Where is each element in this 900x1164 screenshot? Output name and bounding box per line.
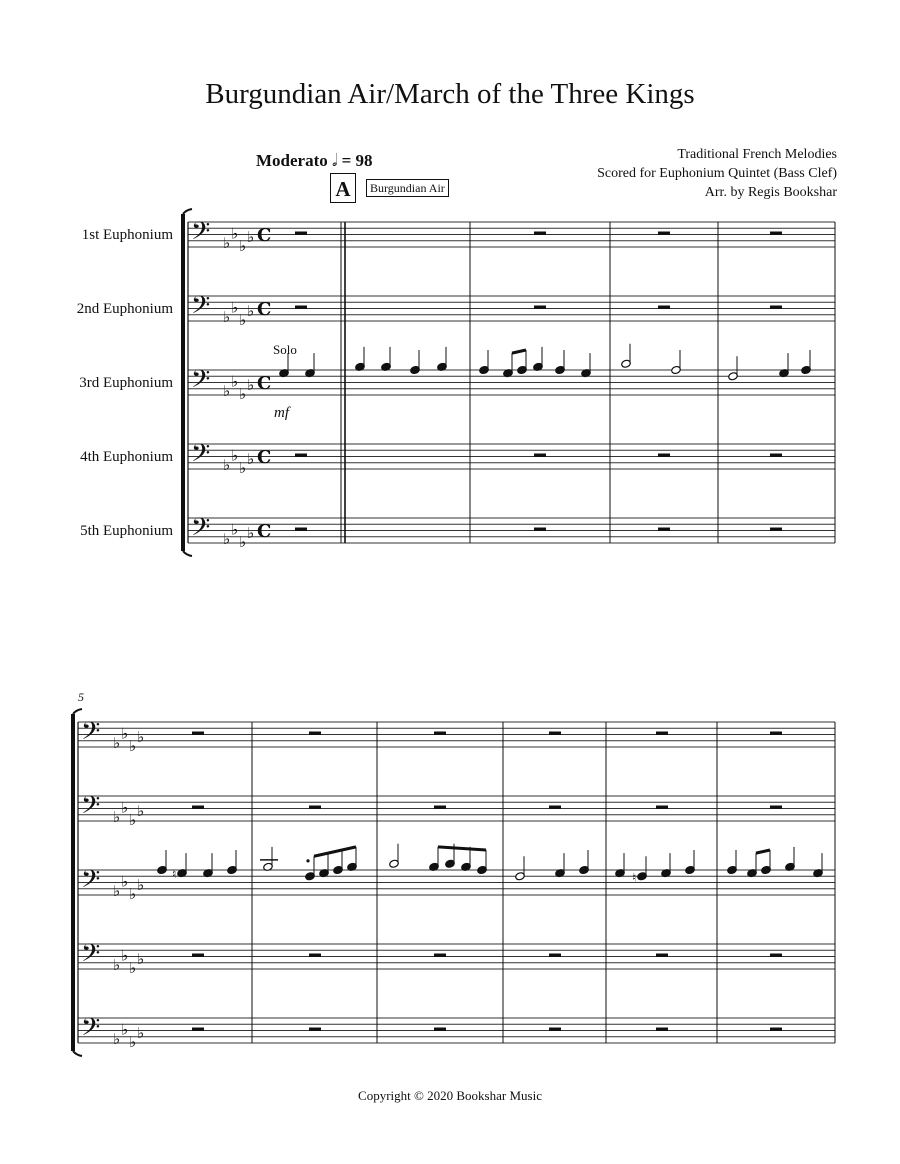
- half-rest: [434, 732, 446, 736]
- flat-sign: ♭: [121, 724, 129, 743]
- bass-clef: 𝄢: [191, 217, 211, 252]
- half-rest: [656, 1028, 668, 1032]
- flat-sign: ♭: [129, 811, 137, 830]
- half-rest: [434, 1028, 446, 1032]
- flat-sign: ♭: [113, 956, 121, 974]
- half-rest: [549, 954, 561, 958]
- half-rest: [295, 528, 307, 532]
- instrument-label-2: 2nd Euphonium: [76, 301, 173, 317]
- half-rest: [770, 732, 782, 736]
- half-rest: [770, 806, 782, 810]
- flat-sign: ♭: [137, 949, 145, 968]
- flat-sign: ♭: [113, 808, 121, 826]
- bass-clef: 𝄢: [81, 791, 101, 826]
- tempo-text: Moderato: [256, 151, 328, 170]
- half-rest: [656, 954, 668, 958]
- flat-sign: ♭: [223, 530, 231, 548]
- half-rest: [309, 1028, 321, 1032]
- note-beam: [314, 847, 356, 856]
- half-rest: [534, 232, 546, 236]
- copyright-notice: Copyright © 2020 Bookshar Music: [358, 1088, 542, 1103]
- bracket-hook: [73, 709, 82, 714]
- half-rest: [192, 1028, 204, 1032]
- bass-clef: 𝄢: [191, 365, 211, 400]
- flat-sign: ♭: [129, 737, 137, 756]
- common-time: C: [257, 299, 272, 320]
- half-rest: [534, 306, 546, 310]
- instrument-label-5: 5th Euphonium: [80, 523, 173, 539]
- flat-sign: ♭: [247, 301, 255, 320]
- instrument-label-4: 4th Euphonium: [80, 449, 173, 465]
- flat-sign: ♭: [231, 520, 239, 539]
- flat-sign: ♭: [231, 224, 239, 243]
- half-rest: [192, 732, 204, 736]
- measure-number: 5: [78, 690, 84, 704]
- half-rest: [770, 232, 782, 236]
- bass-clef: 𝄢: [81, 939, 101, 974]
- half-rest: [658, 306, 670, 310]
- flat-sign: ♭: [113, 734, 121, 752]
- flat-sign: ♭: [239, 533, 247, 552]
- flat-sign: ♭: [121, 872, 129, 891]
- half-rest: [192, 806, 204, 810]
- flat-sign: ♭: [129, 959, 137, 978]
- flat-sign: ♭: [231, 446, 239, 465]
- half-rest: [656, 732, 668, 736]
- flat-sign: ♭: [113, 1030, 121, 1048]
- natural-sign: ♮: [172, 867, 177, 882]
- staccato-dot: [306, 859, 309, 862]
- half-rest: [192, 954, 204, 958]
- flat-sign: ♭: [239, 459, 247, 478]
- section-label: Burgundian Air: [366, 179, 449, 197]
- bass-clef: 𝄢: [81, 717, 101, 752]
- bracket-hook: [183, 209, 192, 214]
- flat-sign: ♭: [129, 1033, 137, 1052]
- flat-sign: ♭: [223, 456, 231, 474]
- flat-sign: ♭: [137, 875, 145, 894]
- half-rest: [549, 1028, 561, 1032]
- half-rest: [770, 454, 782, 458]
- note-beam: [512, 350, 526, 353]
- rehearsal-mark: A: [330, 173, 356, 203]
- flat-sign: ♭: [247, 449, 255, 468]
- score-title: Burgundian Air/March of the Three Kings: [205, 78, 695, 110]
- flat-sign: ♭: [231, 298, 239, 317]
- flat-sign: ♭: [239, 385, 247, 404]
- instrument-label-1: 1st Euphonium: [81, 227, 173, 243]
- half-rest: [658, 528, 670, 532]
- half-rest: [656, 806, 668, 810]
- solo-marking: Solo: [273, 342, 297, 357]
- flat-sign: ♭: [223, 382, 231, 400]
- credits-line-1: Traditional French Melodies: [677, 147, 837, 162]
- flat-sign: ♭: [247, 523, 255, 542]
- flat-sign: ♭: [137, 1023, 145, 1042]
- flat-sign: ♭: [247, 375, 255, 394]
- half-rest: [295, 232, 307, 236]
- flat-sign: ♭: [223, 234, 231, 252]
- bass-clef: 𝄢: [191, 291, 211, 326]
- half-rest: [534, 454, 546, 458]
- flat-sign: ♭: [121, 946, 129, 965]
- flat-sign: ♭: [247, 227, 255, 246]
- credits-line-3: Arr. by Regis Bookshar: [704, 185, 837, 200]
- bracket-hook: [183, 551, 192, 556]
- flat-sign: ♭: [137, 801, 145, 820]
- bass-clef: 𝄢: [191, 439, 211, 474]
- common-time: C: [257, 447, 272, 468]
- flat-sign: ♭: [113, 882, 121, 900]
- half-rest: [770, 1028, 782, 1032]
- instrument-label-3: 3rd Euphonium: [79, 375, 173, 391]
- common-time: C: [257, 373, 272, 394]
- half-rest: [434, 954, 446, 958]
- bass-clef: 𝄢: [81, 865, 101, 900]
- bass-clef: 𝄢: [191, 513, 211, 548]
- half-rest: [549, 732, 561, 736]
- half-rest: [770, 306, 782, 310]
- tempo-value: = 98: [341, 151, 373, 170]
- half-rest: [434, 806, 446, 810]
- note-beam: [438, 847, 486, 850]
- half-rest: [295, 306, 307, 310]
- half-rest: [770, 528, 782, 532]
- common-time: C: [257, 225, 272, 246]
- flat-sign: ♭: [121, 798, 129, 817]
- natural-sign: ♮: [632, 870, 637, 885]
- half-rest: [309, 732, 321, 736]
- common-time: C: [257, 521, 272, 542]
- bass-clef: 𝄢: [81, 1013, 101, 1048]
- flat-sign: ♭: [231, 372, 239, 391]
- flat-sign: ♭: [121, 1020, 129, 1039]
- half-rest: [549, 806, 561, 810]
- half-rest: [658, 232, 670, 236]
- note-beam: [756, 850, 770, 853]
- half-rest: [309, 954, 321, 958]
- flat-sign: ♭: [129, 885, 137, 904]
- half-note-icon: 𝅗𝅥: [332, 151, 338, 170]
- flat-sign: ♭: [137, 727, 145, 746]
- half-rest: [309, 806, 321, 810]
- flat-sign: ♭: [223, 308, 231, 326]
- half-rest: [770, 954, 782, 958]
- bracket-hook: [73, 1051, 82, 1056]
- half-rest: [658, 454, 670, 458]
- half-rest: [295, 454, 307, 458]
- flat-sign: ♭: [239, 311, 247, 330]
- half-rest: [534, 528, 546, 532]
- credits-line-2: Scored for Euphonium Quintet (Bass Clef): [597, 166, 837, 181]
- flat-sign: ♭: [239, 237, 247, 256]
- dynamic-marking: mf: [274, 405, 289, 421]
